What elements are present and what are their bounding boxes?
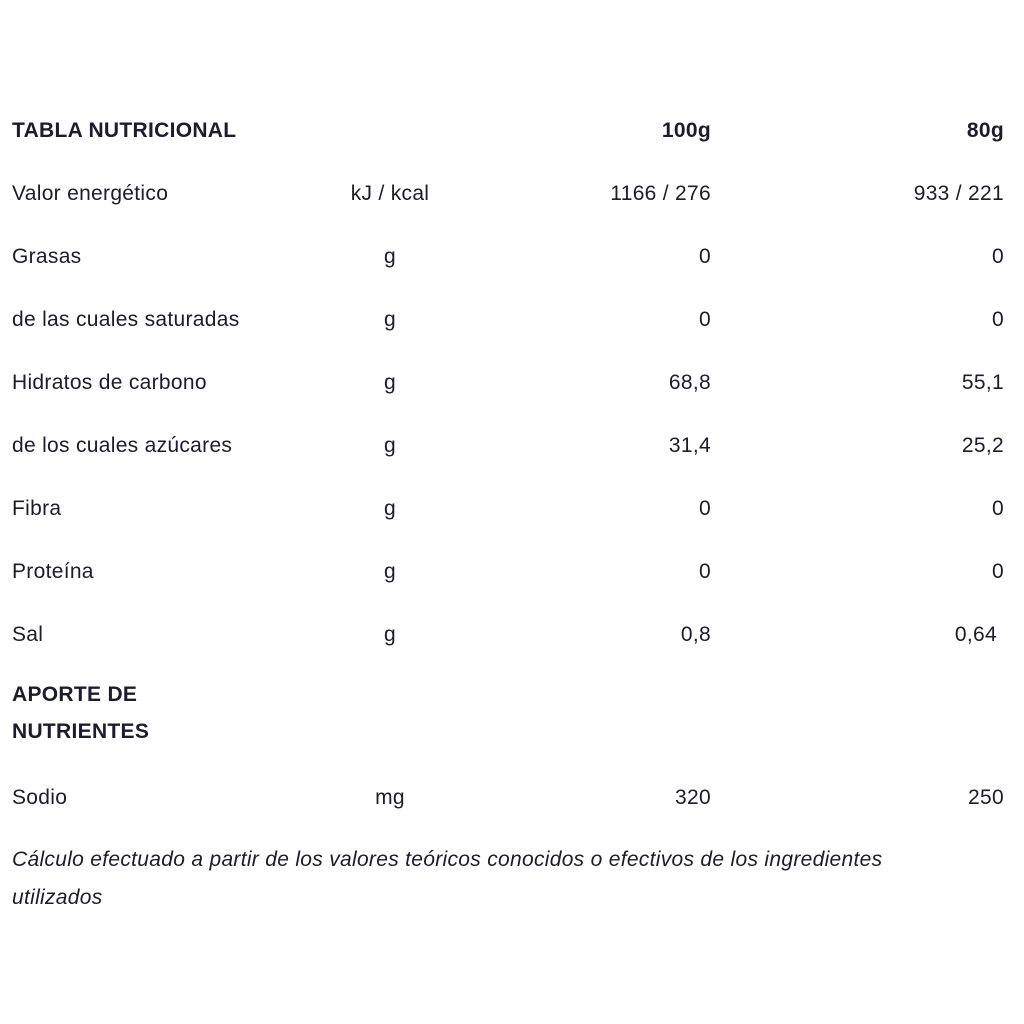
table-row <box>12 301 1004 364</box>
row-value-80g: 250 <box>968 786 1004 809</box>
row-unit: mg <box>375 786 405 809</box>
row-value-80g: 0 <box>992 245 1004 268</box>
row-value-100g: 1166 / 276 <box>610 182 711 205</box>
row-unit: g <box>384 623 396 646</box>
row-label: Sodio <box>12 786 68 809</box>
row-label: de los cuales azúcares <box>12 434 233 457</box>
table-row <box>12 490 1004 553</box>
row-value-100g: 0 <box>699 245 711 268</box>
table-header <box>12 112 1004 175</box>
row-label: Valor energético <box>12 182 169 205</box>
row-unit: g <box>384 245 396 268</box>
table-row <box>12 364 1004 427</box>
row-label: de las cuales saturadas <box>12 308 240 331</box>
row-value-80g: 55,1 <box>961 371 1004 394</box>
row-label: Fibra <box>12 497 62 520</box>
table-row <box>12 553 1004 616</box>
section-title-line1: APORTE DE <box>12 683 138 706</box>
column-header-100g: 100g <box>661 119 711 142</box>
table-row <box>12 175 1004 238</box>
row-value-80g: 0,64 <box>954 623 997 646</box>
column-header-80g: 80g <box>966 119 1004 142</box>
row-label: Hidratos de carbono <box>12 371 207 394</box>
section-heading <box>12 679 1004 779</box>
row-label: Grasas <box>12 245 82 268</box>
row-unit: g <box>384 371 396 394</box>
table-row <box>12 427 1004 490</box>
row-value-100g: 68,8 <box>668 371 711 394</box>
row-value-80g: 0 <box>992 308 1004 331</box>
table-row <box>12 238 1004 301</box>
table-title: TABLA NUTRICIONAL <box>12 119 237 142</box>
row-unit: g <box>384 497 396 520</box>
table-row-sodio <box>12 779 1004 842</box>
row-label: Proteína <box>12 560 94 583</box>
row-label: Sal <box>12 623 44 646</box>
row-unit: g <box>384 308 396 331</box>
row-value-100g: 0 <box>699 497 711 520</box>
row-value-100g: 0 <box>699 308 711 331</box>
table-row <box>12 616 1004 679</box>
footnote: Cálculo efectuado a partir de los valores teóricos conocidos o efectivos de los ingredientes utilizados <box>12 848 883 909</box>
row-value-100g: 320 <box>675 786 711 809</box>
row-unit: g <box>384 560 396 583</box>
row-unit: kJ / kcal <box>350 182 430 205</box>
row-value-100g: 0 <box>699 560 711 583</box>
row-value-80g: 0 <box>992 560 1004 583</box>
row-value-80g: 25,2 <box>961 434 1004 457</box>
section-title-line2: NUTRIENTES <box>12 720 150 743</box>
row-unit: g <box>384 434 396 457</box>
nutrition-table <box>12 112 1004 842</box>
row-value-100g: 31,4 <box>668 434 711 457</box>
row-value-80g: 933 / 221 <box>913 182 1004 205</box>
row-value-100g: 0,8 <box>680 623 711 646</box>
row-value-80g: 0 <box>992 497 1004 520</box>
